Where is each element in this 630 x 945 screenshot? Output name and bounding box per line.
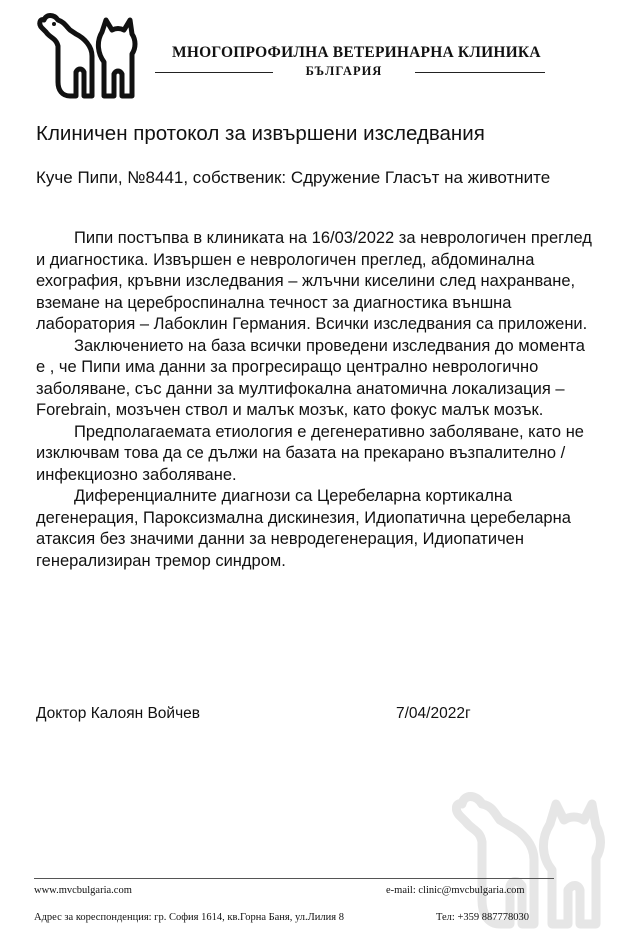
footer-phone: Тел: +359 887778030 xyxy=(436,912,530,923)
paragraph-admission: Пипи постъпва в клиниката на 16/03/2022 за неврологичен преглед и диагностика. Извършен е неврологичен преглед, абдоминална ехография, кръвни изследвания – жлъчни киселини след нахранване, вземане на цереброспинална течност за диагностика външна лаборатория – Лабоклин Германия. Всички изследвания са приложени. xyxy=(36,229,592,333)
divider-left xyxy=(155,72,273,73)
clinic-country xyxy=(155,62,545,82)
footer-email[interactable]: e-mail: clinic@mvcbulgaria.com xyxy=(386,885,525,896)
patient-line: Куче Пипи, №8441, собственик: Сдружение Гласът на животните xyxy=(36,168,551,187)
footer-website[interactable]: www.mvcbulgaria.com xyxy=(34,885,132,896)
country-label: БЪЛГАРИЯ xyxy=(305,64,383,78)
footer-divider xyxy=(34,878,554,879)
protocol-body xyxy=(36,228,596,572)
signer-name: Доктор Калоян Войчев xyxy=(36,705,201,722)
clinic-name: МНОГОПРОФИЛНА ВЕТЕРИНАРНА КЛИНИКА xyxy=(172,44,541,61)
signature-date: 7/04/2022г xyxy=(396,705,471,722)
paragraph-differential: Диференциалните диагнози са Церебеларна кортикална дегенерация, Пароксизмална дискинезия, Идиопатична церебеларна атаксия без значими данни за невродегенерация, Идиопатичен генерализиран тремор синдром. xyxy=(36,487,571,570)
clinic-logo-icon xyxy=(36,12,144,100)
document-title: Клиничен протокол за извършени изследвания xyxy=(36,122,485,145)
divider-right xyxy=(415,72,545,73)
paragraph-etiology: Предполагаемата етиология е дегенеративно заболяване, като не изключвам това да се дължи на базата на прекарано възпалително / инфекциозно заболяване. xyxy=(36,422,584,484)
footer-address: Адрес за кореспонденция: гр. София 1614, кв.Горна Баня, ул.Лилия 8 xyxy=(34,912,344,923)
paragraph-conclusion: Заключението на база всички проведени изследвания до момента е , че Пипи има данни за прогресиращо централно неврологично заболяване, със данни за мултифокална анатомична локализация – Forebrain, мозъчен ствол и малък мозък, като фокус малък мозък. xyxy=(36,336,585,419)
